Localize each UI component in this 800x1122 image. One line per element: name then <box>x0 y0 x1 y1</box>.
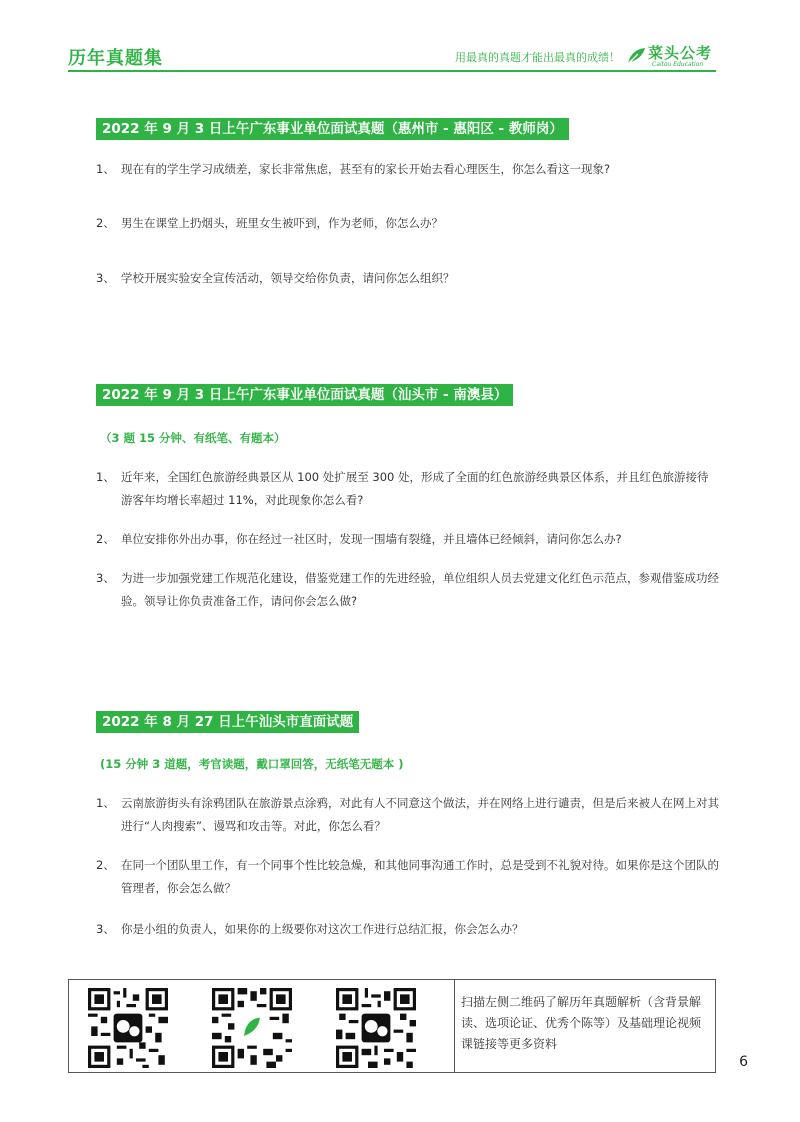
wechat-qr-code[interactable] <box>88 988 168 1068</box>
section-title: 2022 年 8 月 27 日上午汕头市直面试题 <box>96 711 359 733</box>
question-number: 3、 <box>96 271 115 285</box>
question-text: 为进一步加强党建工作规范化建设，借鉴党建工作的先进经验，单位组织人员去党建文化红色示范点，参观借鉴成功经验。领导让你负责准备工作，请问你会怎么做? <box>121 571 719 608</box>
question-item <box>96 918 720 941</box>
leaf-logo-icon <box>626 46 646 66</box>
question-number: 1、 <box>96 796 115 810</box>
question-number: 2、 <box>96 858 115 872</box>
header-title: 历年真题集 <box>68 48 163 69</box>
question-text: 在同一个团队里工作，有一个同事个性比较急燥，和其他同事沟通工作时，总是受到不礼貌对待。如果你是这个团队的管理者，你会怎么做？ <box>121 858 719 895</box>
question-item <box>96 567 720 613</box>
question-item <box>96 212 720 235</box>
question-text: 学校开展实验安全宣传活动，领导交给你负责，请问你怎么组织？ <box>121 271 455 285</box>
logo-subtext: Caitou Education <box>652 61 704 68</box>
question-text: 你是小组的负责人，如果你的上级要你对这次工作进行总结汇报，你会怎么办？ <box>121 922 524 936</box>
question-text: 男生在课堂上扔烟头，班里女生被吓到，作为老师，你怎么办？ <box>121 216 443 230</box>
question-number: 2、 <box>96 216 115 230</box>
question-number: 1、 <box>96 470 115 484</box>
header-divider <box>68 70 716 72</box>
section-note: （3 题 15 分钟、有纸笔、有题本） <box>100 431 286 445</box>
logo-text: 菜头公考 <box>648 44 713 62</box>
section-title: 2022 年 9 月 3 日上午广东事业单位面试真题（惠州市 - 惠阳区 - 教师岗） <box>96 118 569 140</box>
footer-divider <box>454 980 455 1072</box>
question-number: 1、 <box>96 162 115 176</box>
section-title: 2022 年 9 月 3 日上午广东事业单位面试真题（汕头市 - 南澳县） <box>96 384 513 406</box>
question-item <box>96 792 720 838</box>
question-number: 2、 <box>96 532 115 546</box>
wechat-qr-code[interactable] <box>336 988 416 1068</box>
caitou-qr-code[interactable] <box>212 988 292 1068</box>
question-item <box>96 267 720 290</box>
footer-resource-box <box>68 979 716 1073</box>
section-note: (15 分钟 3 道题，考官读题，戴口罩回答，无纸笔无题本 ) <box>100 757 404 771</box>
question-text: 单位安排你外出办事，你在经过一社区时，发现一围墙有裂缝，并且墙体已经倾斜，请问你怎么办? <box>121 532 622 546</box>
question-number: 3、 <box>96 922 115 936</box>
question-item <box>96 528 720 551</box>
page-header <box>68 44 716 72</box>
question-item <box>96 466 720 512</box>
question-item <box>96 158 720 181</box>
header-slogan: 用最真的真题才能出最真的成绩！ <box>455 51 620 64</box>
footer-description: 扫描左侧二维码了解历年真题解析（含背景解读、选项论证、优秀个陈等）及基础理论视频课链接等更多资料 <box>461 995 702 1051</box>
question-text: 现在有的学生学习成绩差，家长非常焦虑，甚至有的家长开始去看心理医生，你怎么看这一现象? <box>121 162 611 176</box>
question-number: 3、 <box>96 571 115 585</box>
question-item <box>96 854 720 900</box>
question-text: 近年来，全国红色旅游经典景区从 100 处扩展至 300 处，形成了全面的红色旅游经典景区体系，并且红色旅游接待游客年均增长率超过 11%，对此现象你怎么看? <box>121 470 709 507</box>
page-number: 6 <box>739 1054 748 1070</box>
question-text: 云南旅游街头有涂鸦团队在旅游景点涂鸦，对此有人不同意这个做法，并在网络上进行谴责，但是后来被人在网上对其进行“人肉搜索”、谩骂和攻击等。对此，你怎么看？ <box>121 796 719 833</box>
brand-logo <box>626 42 716 70</box>
